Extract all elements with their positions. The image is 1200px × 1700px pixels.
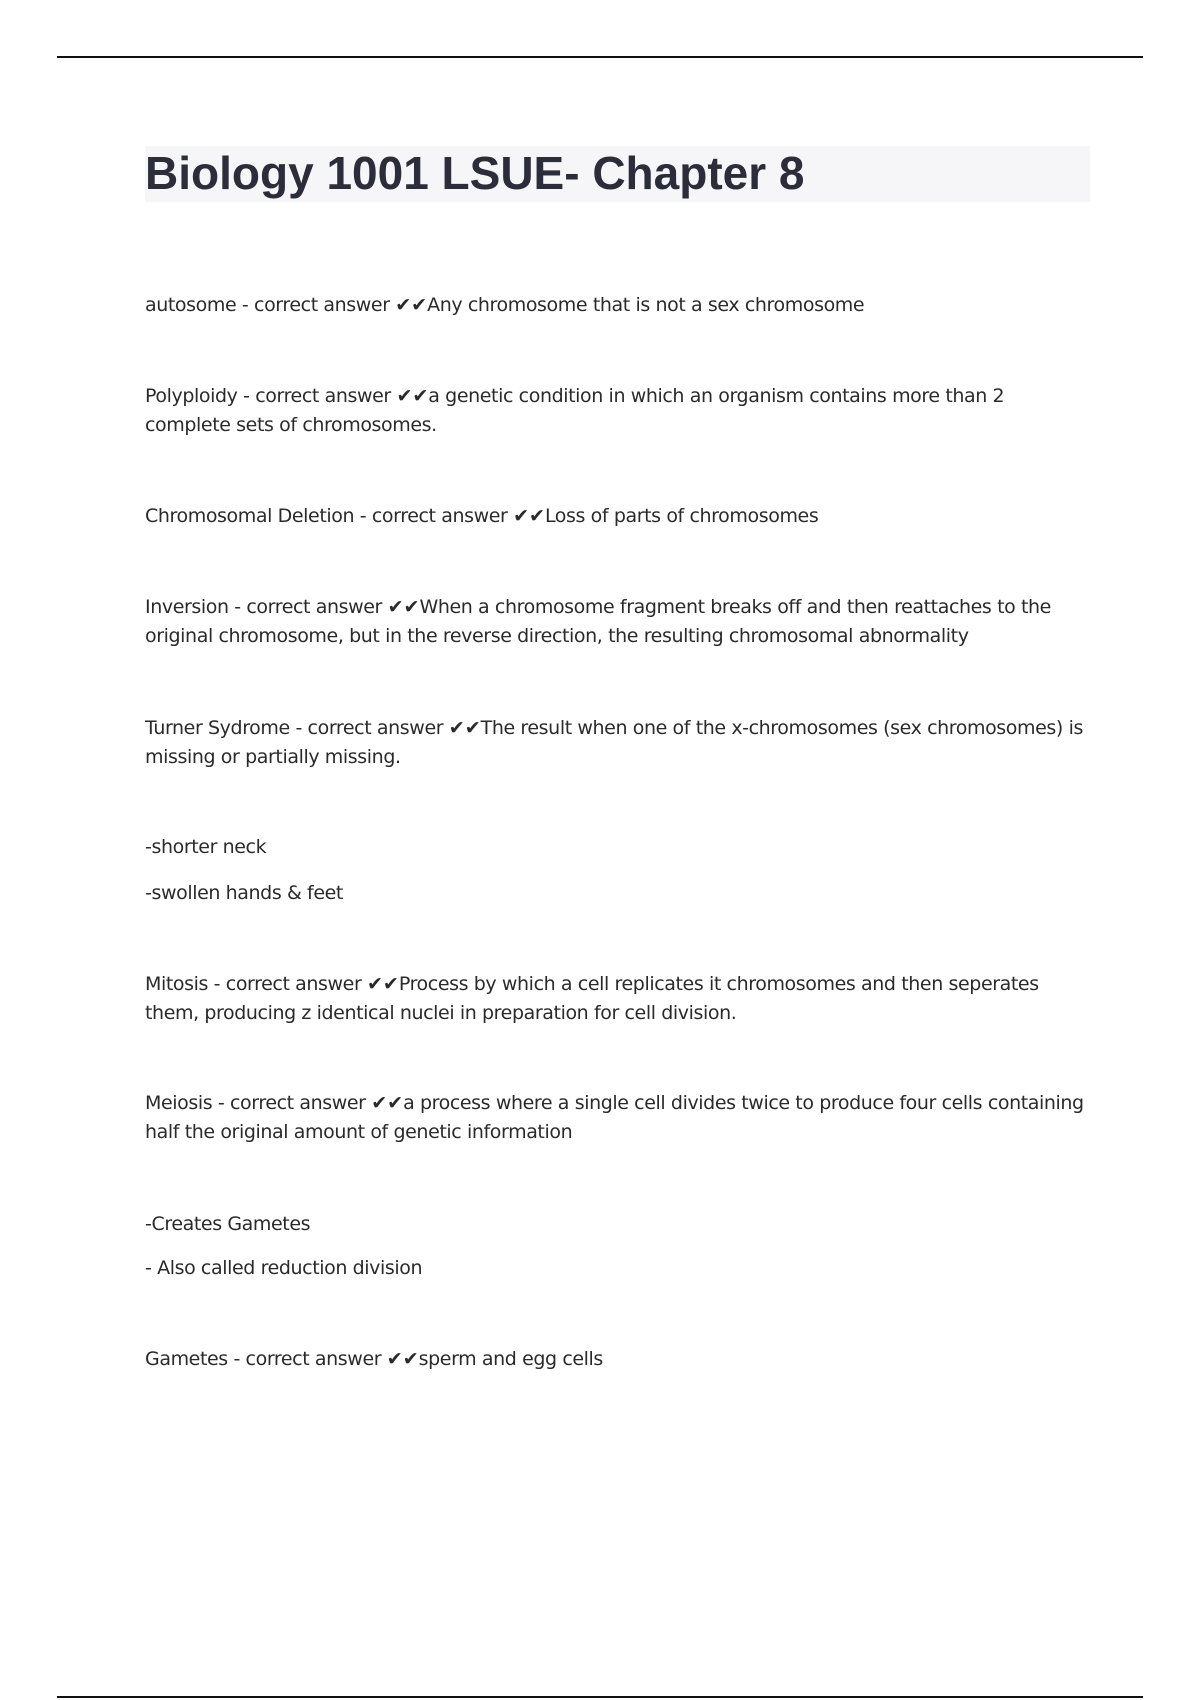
checkmark-icon: ✔✔ (371, 1092, 404, 1114)
entry-term: Polyploidy (145, 385, 238, 407)
entry-separator: - correct answer (236, 294, 396, 316)
entry-mitosis (145, 970, 1090, 1028)
entry-note: -shorter neck (145, 836, 267, 858)
entry-term: Chromosomal Deletion (145, 505, 355, 527)
entry-definition: When a chromosome fragment breaks off and then reattaches to the original chromosome, but in the reverse direction, the resulting chromosomal abnormality (145, 596, 1051, 647)
entry-separator: - correct answer (354, 505, 514, 527)
entry-separator: - correct answer (289, 717, 449, 739)
checkmark-icon: ✔✔ (395, 294, 428, 316)
entry-note: -swollen hands & feet (145, 882, 343, 904)
entry-term: Inversion (145, 596, 229, 618)
checkmark-icon: ✔✔ (396, 385, 429, 407)
entry-note: - Also called reduction division (145, 1257, 423, 1279)
checkmark-icon: ✔✔ (448, 717, 481, 739)
entry-definition: The result when one of the x-chromosomes (sex chromosomes) is missing or partially missing. (145, 717, 1083, 768)
entry-definition: Loss of parts of chromosomes (544, 505, 819, 527)
entry-term: Mitosis (145, 973, 209, 995)
page-title: Biology 1001 LSUE- Chapter 8 (145, 147, 805, 199)
entry-term: Gametes (145, 1348, 228, 1370)
entry-definition: a process where a single cell divides twice to produce four cells containing half the original amount of genetic information (145, 1092, 1084, 1143)
entry-definition: Any chromosome that is not a sex chromosome (427, 294, 865, 316)
checkmark-icon: ✔✔ (386, 1348, 419, 1370)
checkmark-icon: ✔✔ (513, 505, 545, 527)
checkmark-icon: ✔✔ (387, 596, 420, 618)
entry-turner-syndrome (145, 714, 1090, 772)
entry-note: -Creates Gametes (145, 1213, 311, 1235)
entry-term: Turner Sydrome (145, 717, 290, 739)
entry-meiosis (145, 1089, 1090, 1147)
entry-term: autosome (145, 294, 237, 316)
entry-definition: Process by which a cell replicates it chromosomes and then seperates them, producing z identical nuclei in preparation for cell division. (145, 973, 1039, 1024)
entry-separator: - correct answer (227, 1348, 387, 1370)
entry-separator: - correct answer (237, 385, 397, 407)
entry-inversion (145, 593, 1090, 651)
entry-polyploidy (145, 382, 1090, 440)
entry-gametes (145, 1345, 1090, 1374)
entry-definition: a genetic condition in which an organism contains more than 2 complete sets of chromosomes. (145, 385, 1005, 436)
entry-definition: sperm and egg cells (418, 1348, 603, 1370)
bottom-rule (57, 1696, 1143, 1698)
entry-autosome (145, 291, 1090, 320)
entry-chromosomal-deletion (145, 502, 1090, 531)
checkmark-icon: ✔✔ (367, 973, 399, 995)
entry-separator: - correct answer (208, 973, 367, 995)
entry-separator: - correct answer (212, 1092, 372, 1114)
entry-separator: - correct answer (228, 596, 388, 618)
entry-term: Meiosis (145, 1092, 213, 1114)
